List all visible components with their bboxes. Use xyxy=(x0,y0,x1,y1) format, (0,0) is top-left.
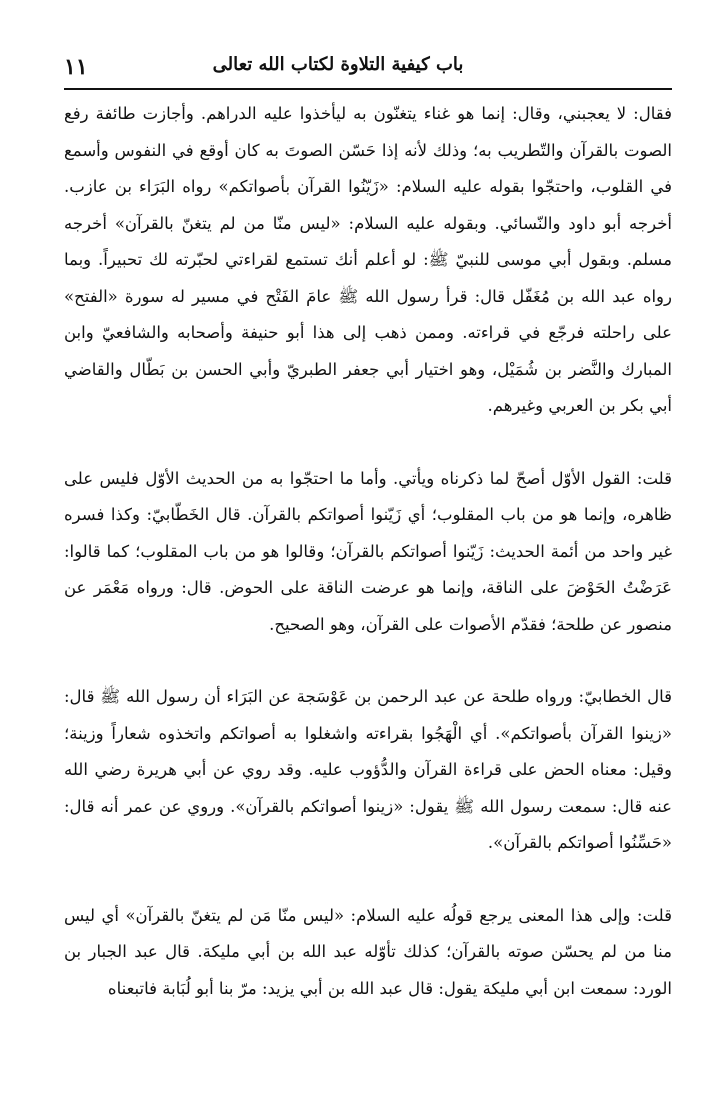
paragraph: قال الخطابيّ: ورواه طلحة عن عبد الرحمن بن عَوْسَجة عن البَرَاء أن رسول الله ﷺ قال: «زينوا القرآن بأصواتكم». أي الْهَجُوا بقراءته واشغلوا به أصواتكم واتخذوه شعاراً وزينة؛ وقيل: معناه الحض على قراءة القرآن والدُّؤوب عليه. وقد روي عن أبي هريرة رضي الله عنه قال: سمعت رسول الله ﷺ يقول: «زينوا أصواتكم بالقرآن». وروي عن عمر أنه قال: «حَسِّنُوا أصواتكم بالقرآن». xyxy=(64,687,672,852)
page-number: ١١ xyxy=(64,54,88,80)
running-title: باب كيفية التلاوة لكتاب الله تعالى xyxy=(212,54,464,75)
paragraph: قلت: القول الأوّل أصحّ لما ذكرناه ويأتي. وأما ما احتجّوا به من الحديث الأوّل فليس على ظاهره، وإنما هو من باب المقلوب؛ أي زَيّنوا أصواتكم بالقرآن. قال الخَطّابيّ: وكذا فسره غير واحد من أئمة الحديث: زَيّنوا أصواتكم بالقرآن؛ وقالوا هو من باب المقلوب؛ كما قالوا: عَرَضْتُ الحَوْضَ على الناقة، وإنما هو عرضت الناقة على الحوض. قال: ورواه مَعْمَر عن منصور عن طلحة؛ فقدّم الأصوات على القرآن، وهو الصحيح. xyxy=(64,468,672,634)
body-text xyxy=(64,96,672,1007)
page-header xyxy=(64,44,672,84)
header-rule xyxy=(64,88,672,90)
paragraph: قلت: وإلى هذا المعنى يرجع قولُه عليه السلام: «ليس منّا مَن لم يتغنّ بالقرآن» أي ليس منا من لم يحسّن صوته بالقرآن؛ كذلك تأوّله عبد الله بن أبي مليكة. قال عبد الجبار بن الورد: سمعت ابن أبي مليكة يقول: قال عبد الله بن أبي يزيد: مرّ بنا أبو لُبَابة فاتبعناه xyxy=(64,905,672,998)
paragraph: فقال: لا يعجبني، وقال: إنما هو غناء يتغنّون به ليأخذوا عليه الدراهم. وأجازت طائفة رفع الصوت بالقرآن والتّطريب به؛ وذلك لأنه إذا حَسّن الصوتَ به كان أوقع في النفوس وأسمع في القلوب، واحتجّوا بقوله عليه السلام: «زَيّنُوا القرآن بأصواتكم» رواه البَرَاء بن عازب. أخرجه أبو داود والنّسائي. وبقوله عليه السلام: «ليس منّا من لم يتغنّ بالقرآن» أخرجه مسلم. وبقول أبي موسى للنبيّ ﷺ: لو أعلم أنك تستمع لقراءتي لحبّرته لك تحبيراً. وبما رواه عبد الله بن مُغَفّل قال: قرأ رسول الله ﷺ عامَ الفَتْح في مسير له سورة «الفتح» على راحلته فرجّع في قراءته. وممن ذهب إلى هذا أبو حنيفة وأصحابه والشافعيّ وابن المبارك والنَّضر بن شُمَيْل، وهو اختيار أبي جعفر الطبريّ وأبي الحسن بن بَطّال والقاضي أبي بكر بن العربي وغيرهم. xyxy=(64,104,672,415)
